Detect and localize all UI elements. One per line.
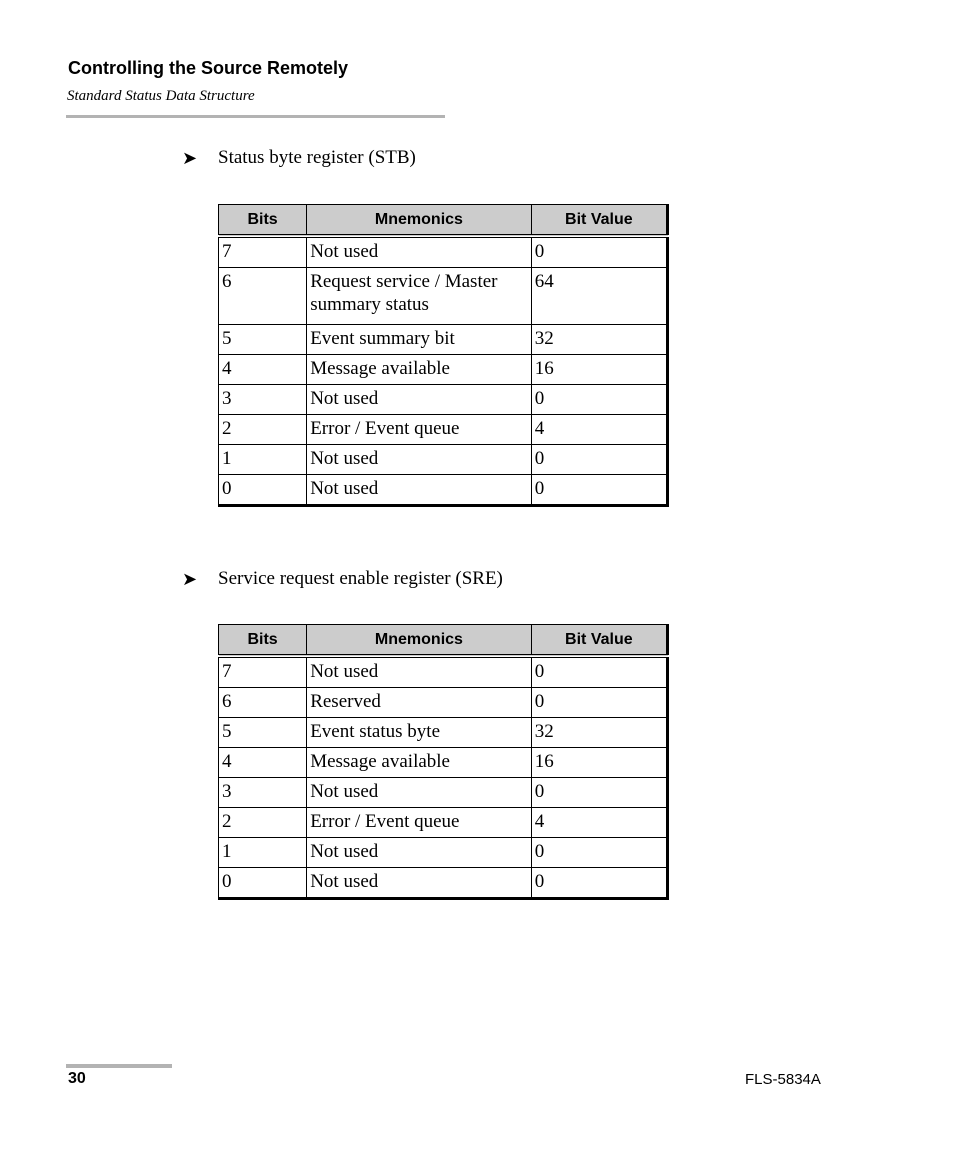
value-cell: 0 <box>531 868 667 899</box>
value-cell: 0 <box>531 688 667 718</box>
table-row <box>219 718 668 748</box>
table-row <box>219 748 668 778</box>
footer-rule <box>66 1064 172 1068</box>
value-cell: 0 <box>531 236 667 268</box>
value-cell: 4 <box>531 415 667 445</box>
value-cell: 0 <box>531 475 667 506</box>
mnemonic-cell: Error / Event queue <box>307 808 532 838</box>
mnemonic-cell: Not used <box>307 475 532 506</box>
value-cell: 16 <box>531 355 667 385</box>
column-header-bit-value: Bit Value <box>531 625 667 657</box>
value-cell: 32 <box>531 718 667 748</box>
table-row <box>219 385 668 415</box>
table-header-row <box>219 205 668 237</box>
mnemonic-cell: Not used <box>307 445 532 475</box>
column-header-bits: Bits <box>219 205 307 237</box>
bit-cell: 2 <box>219 415 307 445</box>
bit-cell: 2 <box>219 808 307 838</box>
mnemonic-cell: Not used <box>307 385 532 415</box>
arrow-bullet-icon: ➤ <box>182 568 198 589</box>
bit-cell: 3 <box>219 385 307 415</box>
bullet-stb-text: Status byte register (STB) <box>218 147 416 168</box>
bit-cell: 1 <box>219 838 307 868</box>
document-code: FLS-5834A <box>745 1071 821 1088</box>
mnemonic-cell: Not used <box>307 656 532 688</box>
bit-cell: 4 <box>219 355 307 385</box>
table-row <box>219 838 668 868</box>
mnemonic-cell: Not used <box>307 778 532 808</box>
bullet-stb <box>182 147 416 169</box>
table-row <box>219 778 668 808</box>
value-cell: 16 <box>531 748 667 778</box>
bit-cell: 6 <box>219 268 307 325</box>
table-row <box>219 688 668 718</box>
bit-cell: 5 <box>219 325 307 355</box>
section-subtitle: Standard Status Data Structure <box>67 88 255 104</box>
value-cell: 0 <box>531 778 667 808</box>
bit-cell: 1 <box>219 445 307 475</box>
value-cell: 0 <box>531 385 667 415</box>
bit-cell: 7 <box>219 236 307 268</box>
section-title: Controlling the Source Remotely <box>68 58 349 78</box>
table-row <box>219 445 668 475</box>
page-number: 30 <box>68 1070 86 1087</box>
table-row <box>219 325 668 355</box>
mnemonic-cell: Not used <box>307 838 532 868</box>
header-rule <box>66 115 445 118</box>
column-header-mnemonics: Mnemonics <box>307 625 532 657</box>
value-cell: 4 <box>531 808 667 838</box>
mnemonic-cell: Event status byte <box>307 718 532 748</box>
column-header-bits: Bits <box>219 625 307 657</box>
value-cell: 32 <box>531 325 667 355</box>
mnemonic-cell: Event summary bit <box>307 325 532 355</box>
bit-cell: 5 <box>219 718 307 748</box>
mnemonic-cell: Not used <box>307 236 532 268</box>
bit-cell: 0 <box>219 475 307 506</box>
table-row <box>219 268 668 325</box>
mnemonic-cell: Error / Event queue <box>307 415 532 445</box>
value-cell: 64 <box>531 268 667 325</box>
bit-cell: 6 <box>219 688 307 718</box>
mnemonic-cell: Reserved <box>307 688 532 718</box>
mnemonic-cell: Message available <box>307 748 532 778</box>
bit-cell: 4 <box>219 748 307 778</box>
column-header-bit-value: Bit Value <box>531 205 667 237</box>
bullet-sre <box>182 568 503 590</box>
bullet-sre-text: Service request enable register (SRE) <box>218 568 503 589</box>
sre-table <box>218 624 669 900</box>
table-row <box>219 808 668 838</box>
table-header-row <box>219 625 668 657</box>
stb-table <box>218 204 669 507</box>
bit-cell: 3 <box>219 778 307 808</box>
bit-cell: 0 <box>219 868 307 899</box>
table-row <box>219 656 668 688</box>
value-cell: 0 <box>531 656 667 688</box>
table-row <box>219 415 668 445</box>
bit-cell: 7 <box>219 656 307 688</box>
table-row <box>219 868 668 899</box>
mnemonic-cell: Message available <box>307 355 532 385</box>
mnemonic-cell: Request service / Master summary status <box>307 268 532 325</box>
value-cell: 0 <box>531 445 667 475</box>
mnemonic-cell: Not used <box>307 868 532 899</box>
table-row <box>219 236 668 268</box>
table-row <box>219 355 668 385</box>
table-row <box>219 475 668 506</box>
arrow-bullet-icon: ➤ <box>182 147 198 168</box>
column-header-mnemonics: Mnemonics <box>307 205 532 237</box>
value-cell: 0 <box>531 838 667 868</box>
